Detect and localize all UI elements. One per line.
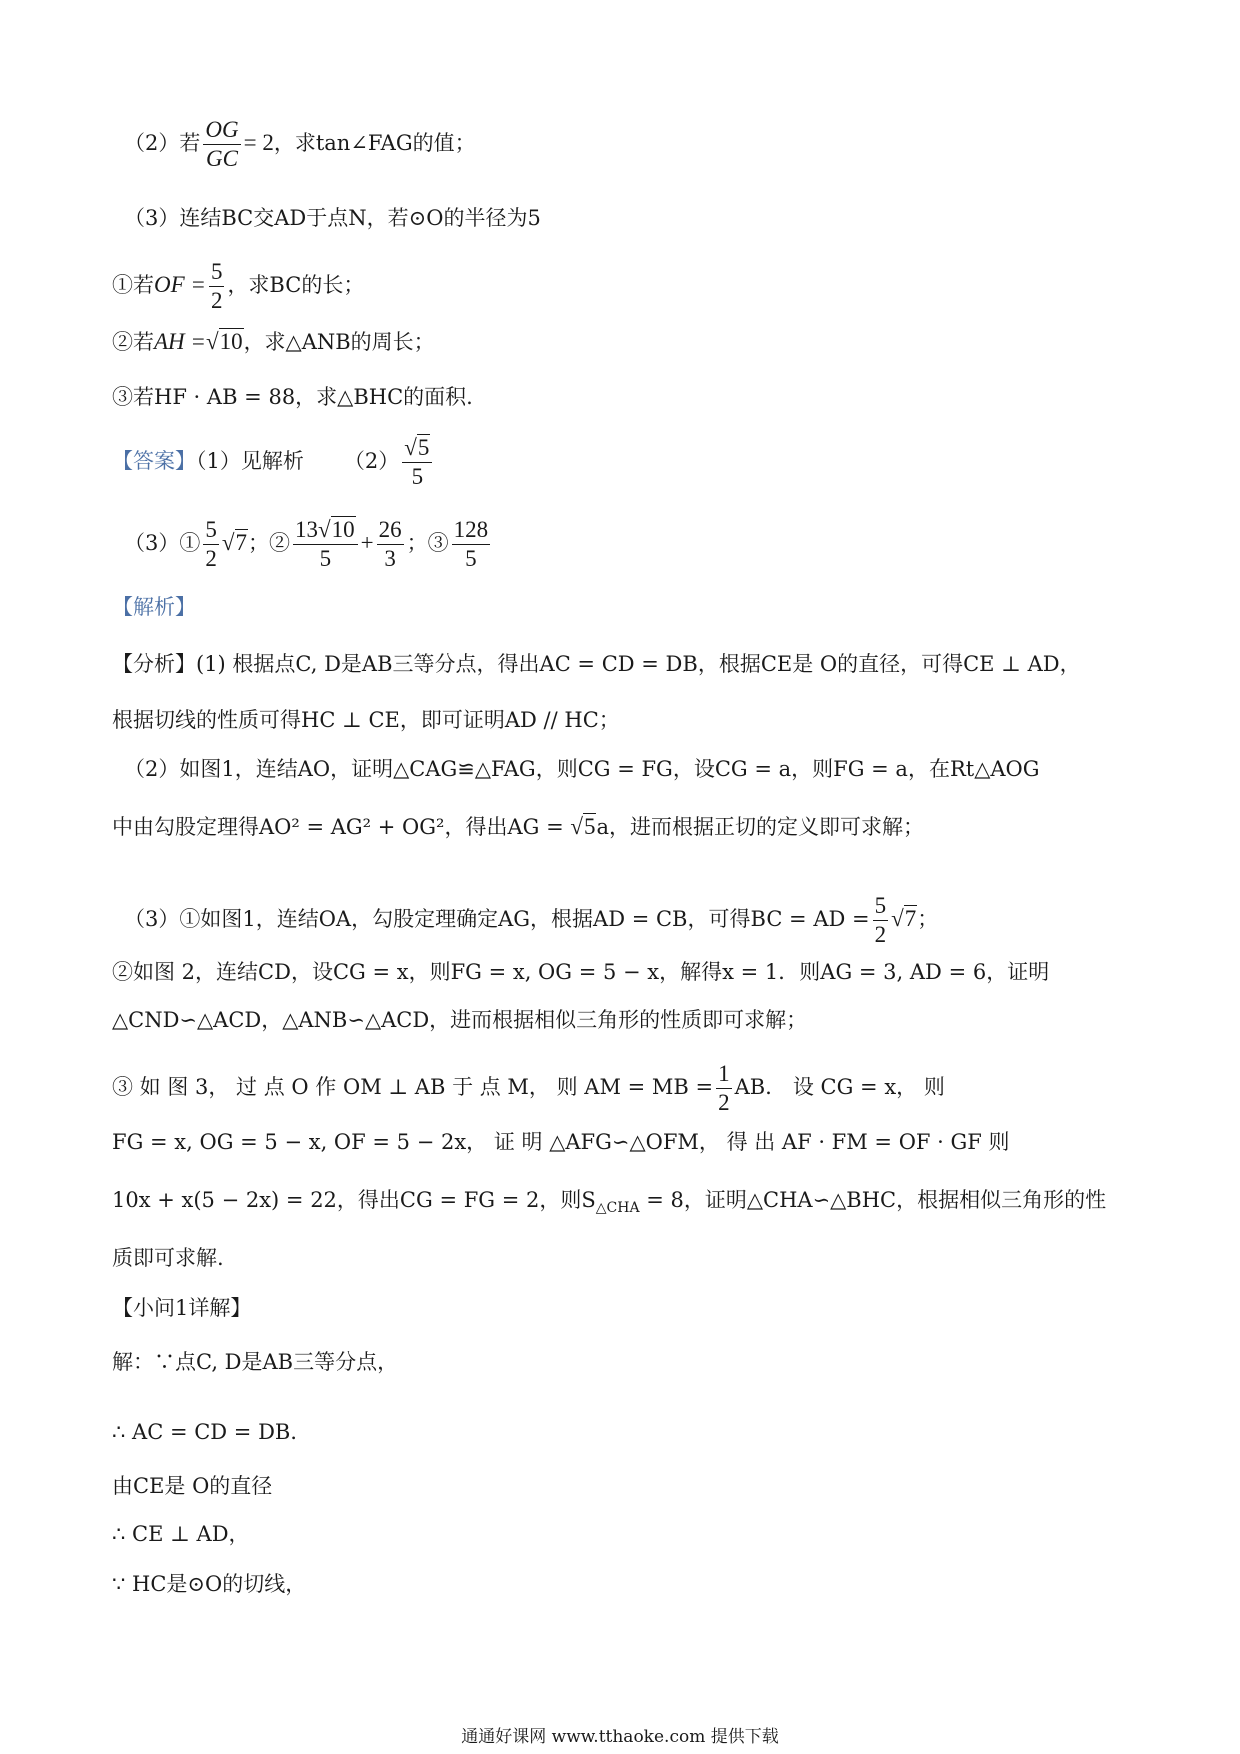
analysis-line-6: ②如图 2，连结CD，设CG = x，则FG = x, OG = 5 − x，解得x = 1．则AG = 3, AD = 6，证明 <box>112 960 1050 984</box>
analysis-tag: 【解析】 <box>112 595 196 619</box>
answer-p1: （1）见解析 <box>196 449 304 473</box>
answer-a1-num: 5 <box>203 516 219 545</box>
q3-1-var: OF = <box>154 272 206 297</box>
answer-a2-plus: + <box>360 530 374 555</box>
q3-1-text: ，求BC的长； <box>227 273 365 297</box>
analysis-l10a: 10x + x(5 − 2x) = 22，得出CG = FG = 2，则S <box>112 1188 596 1212</box>
q3-2-var: AH = <box>154 329 206 354</box>
answer-a2b-den: 3 <box>384 546 396 571</box>
analysis-l10b: = 8，证明△CHA∽△BHC，根据相似三角形的性 <box>639 1188 1107 1212</box>
detail-line-1: 解：∵点C, D是AB三等分点， <box>112 1350 399 1374</box>
answer-line-1 <box>112 434 435 491</box>
answer-a2-coef: 13 <box>295 517 318 542</box>
answer-sep1: ；② <box>248 531 290 555</box>
q3-2-rad: 10 <box>219 329 243 354</box>
answer-p2-rad: 5 <box>417 435 430 460</box>
analysis-l5-rad: 7 <box>904 906 917 931</box>
answer-p2-fraction: $\frac{√5}{5}$ <box>402 434 432 491</box>
q2-fraction <box>203 116 240 173</box>
q3-1-den: 2 <box>210 288 223 313</box>
q3-2-prefix: ②若 <box>112 330 154 354</box>
q2-label: （2）若 <box>124 131 201 155</box>
question-2 <box>124 116 476 173</box>
analysis-l4-rad: 5 <box>583 814 596 839</box>
q3-2-text: ，求△ANB的周长； <box>243 330 435 354</box>
answer-a3-num: 128 <box>452 516 491 545</box>
analysis-line-4 <box>112 813 924 841</box>
answer-a1-rad: 7 <box>235 530 247 555</box>
analysis-line-10 <box>112 1186 1106 1222</box>
q3-2-sqrt: √10 <box>205 329 243 354</box>
footer-text: 通通好课网 www.tthaoke.com 提供下载 <box>461 1727 779 1747</box>
answer-a3-fraction <box>452 516 491 573</box>
question-3: （3）连结BC交AD于点N，若⊙O的半径为5 <box>124 206 541 230</box>
answer-a1-fraction <box>203 516 219 573</box>
question-3-2 <box>112 328 435 356</box>
analysis-l8b: AB． 设 CG = x， 则 <box>734 1075 945 1099</box>
answer-sep2: ；③ <box>406 531 449 555</box>
q2-frac-num: OG <box>203 116 240 145</box>
answer-a2b-num: 26 <box>377 516 404 545</box>
answer-a1-sqrt: √7 <box>221 530 247 555</box>
analysis-l4-sqrt: √5 <box>570 814 596 839</box>
analysis-l4b: a，进而根据正切的定义即可求解； <box>596 815 925 839</box>
analysis-l10-sub: △CHA <box>595 1200 640 1217</box>
analysis-l8-num: 1 <box>716 1060 732 1089</box>
analysis-line-9: FG = x, OG = 5 − x, OF = 5 − 2x， 证 明 △AFG∽△OFM， 得 出 AF · FM = OF · GF 则 <box>112 1130 1010 1154</box>
analysis-line-5 <box>124 892 938 949</box>
q2-frac-den: GC <box>206 146 238 171</box>
answer-tag: 【答案】 <box>112 449 196 473</box>
answer-a3-den: 5 <box>465 546 477 571</box>
analysis-l8-den: 2 <box>718 1090 730 1115</box>
analysis-l5-sqrt: √7 <box>891 906 917 931</box>
answer-a2-rad: 10 <box>331 517 355 542</box>
answer-p2: （2） <box>343 449 400 473</box>
analysis-l5-den: 2 <box>874 922 887 947</box>
detail-line-3: 由CE是 O的直径 <box>112 1474 273 1498</box>
q3-1-fraction <box>209 258 225 315</box>
analysis-line-8 <box>112 1060 945 1117</box>
analysis-l8-fraction <box>716 1060 732 1117</box>
detail-tag: 【小问1详解】 <box>112 1296 252 1320</box>
q3-1-prefix: ①若 <box>112 273 154 297</box>
detail-line-2: ∴ AC = CD = DB． <box>112 1420 312 1444</box>
analysis-l5-fraction <box>873 892 889 949</box>
answer-p2-den: 5 <box>411 464 424 489</box>
answer-p3-prefix: （3）① <box>124 531 201 555</box>
answer-a2-fraction: $\frac{13√10}{5}$ <box>293 516 358 573</box>
answer-a1-den: 2 <box>205 546 217 571</box>
detail-line-5: ∵ HC是⊙O的切线， <box>112 1572 307 1596</box>
analysis-line-1: 【分析】(1) 根据点C, D是AB三等分点，得出AC = CD = DB，根据CE是 O的直径，可得CE ⊥ AD， <box>112 652 1081 676</box>
question-3-1 <box>112 258 364 315</box>
q2-text: ，求tan∠FAG的值； <box>273 131 476 155</box>
analysis-l4a: 中由勾股定理得AO² = AG² + OG²，得出AG = <box>112 815 571 839</box>
analysis-l5-num: 5 <box>873 892 889 921</box>
answer-line-2 <box>124 516 493 573</box>
q3-1-num: 5 <box>209 258 225 287</box>
analysis-line-7: △CND∽△ACD，△ANB∽△ACD，进而根据相似三角形的性质即可求解； <box>112 1008 808 1032</box>
analysis-l5a: （3）①如图1，连结OA，勾股定理确定AG，根据AD = CB，可得BC = AD = <box>124 907 870 931</box>
analysis-line-2: 根据切线的性质可得HC ⊥ CE，即可证明AD // HC； <box>112 708 620 732</box>
question-3-3: ③若HF · AB = 88，求△BHC的面积. <box>112 385 473 409</box>
analysis-l5b: ； <box>917 907 939 931</box>
answer-a2-den: 5 <box>319 546 332 571</box>
analysis-line-11: 质即可求解. <box>112 1246 224 1270</box>
analysis-line-3: （2）如图1，连结AO，证明△CAG≌△FAG，则CG = FG，设CG = a，则FG = a，在Rt△AOG <box>124 757 1040 781</box>
answer-a2b-fraction <box>377 516 404 573</box>
q2-eq: = 2 <box>243 130 274 155</box>
detail-line-4: ∴ CE ⊥ AD， <box>112 1522 250 1546</box>
analysis-l8a: ③ 如 图 3， 过 点 O 作 OM ⊥ AB 于 点 M， 则 AM = MB = <box>112 1075 714 1099</box>
